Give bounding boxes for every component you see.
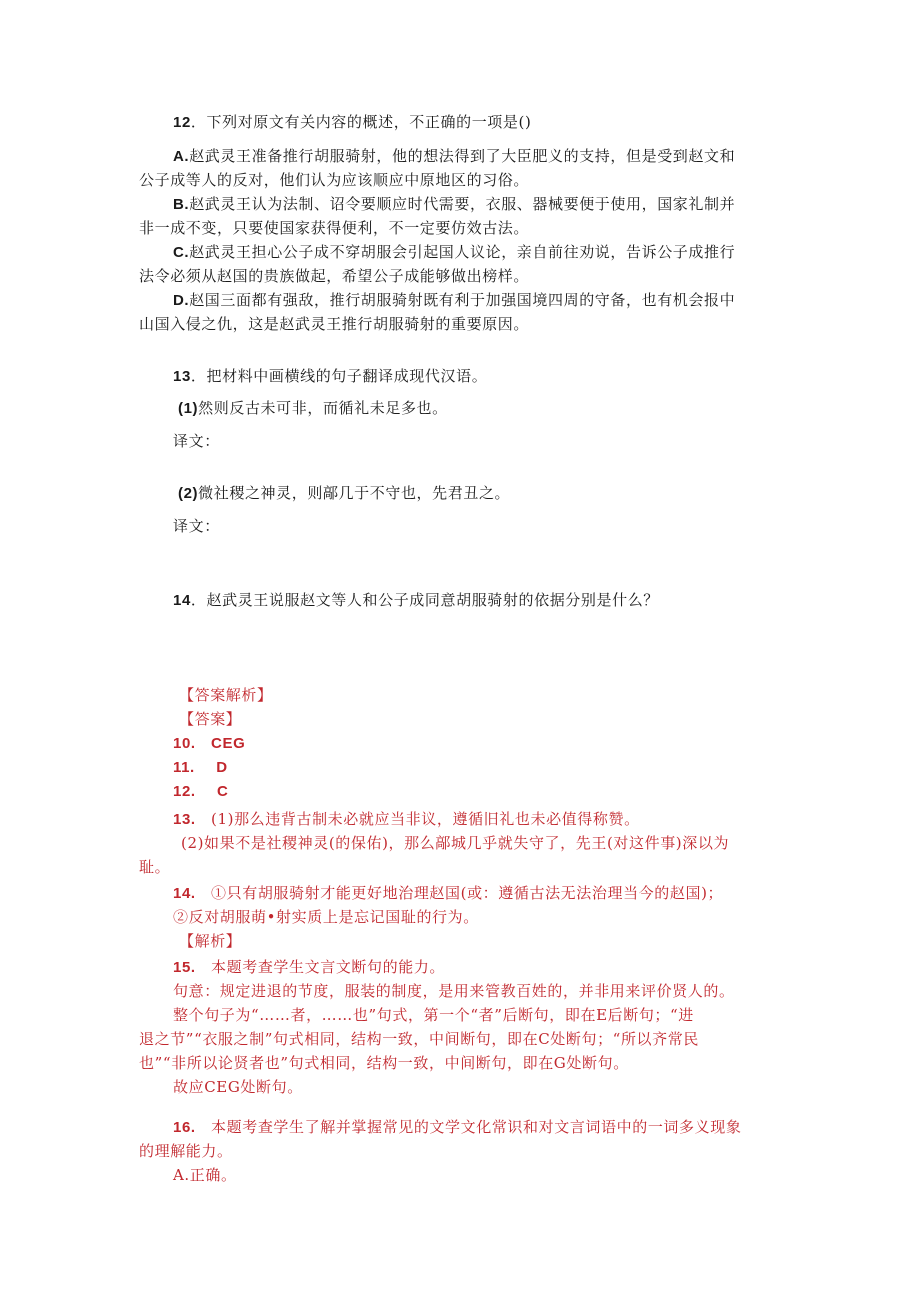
answer-number: 12. xyxy=(173,783,196,800)
q13-sentence-2 xyxy=(178,483,510,504)
question-text: ．赵武灵王说服赵文等人和公子成同意胡服骑射的依据分别是什么？ xyxy=(190,591,659,609)
answer-15-line4: 退之节”“衣服之制”句式相同，结构一致，中间断句，即在C处断句；“所以齐常民 xyxy=(139,1030,699,1048)
sentence-text: 然则反古未可非，而循礼未足多也。 xyxy=(198,399,448,417)
question-14-stem xyxy=(173,590,659,611)
answer-text: (1)那么违背古制未必就应当非议，遵循旧礼也未必值得称赞。 xyxy=(211,810,640,828)
answer-15-line2: 句意：规定进退的节度，服装的制度，是用来管教百姓的，并非用来评价贤人的。 xyxy=(173,982,735,1000)
answer-10 xyxy=(173,733,245,754)
sentence-number: (2) xyxy=(178,485,199,502)
answer-number: 16. xyxy=(173,1119,196,1136)
answer-15-line6: 故应CEG处断句。 xyxy=(173,1078,303,1096)
answer-number: 14. xyxy=(173,885,196,902)
q12-option-d-line2: 山国入侵之仇，这是赵武灵王推行胡服骑射的重要原因。 xyxy=(139,315,530,333)
answer-15-line1 xyxy=(173,957,445,978)
answer-11 xyxy=(173,757,228,778)
answer-number: 13. xyxy=(173,811,196,828)
answer-value: CEG xyxy=(211,735,246,752)
answer-16-line2: 的理解能力。 xyxy=(139,1142,233,1160)
q12-option-a-line1 xyxy=(173,146,735,167)
answer-13-part-2-line1: (2)如果不是社稷神灵(的保佑)，那么鄗城几乎就失守了，先王(对这件事)深以为 xyxy=(181,834,730,852)
option-letter-a: A. xyxy=(173,148,190,165)
analysis-label: 【解析】 xyxy=(179,932,242,950)
answer-13-part-2-line2: 耻。 xyxy=(139,858,171,876)
answer-label: 【答案】 xyxy=(179,710,242,728)
option-text: 赵武灵王担心公子成不穿胡服会引起国人议论，亲自前往劝说，告诉公子成推行 xyxy=(189,243,736,261)
sentence-text: 微社稷之神灵，则鄗几于不守也，先君丑之。 xyxy=(198,484,511,502)
option-text: 赵国三面都有强敌，推行胡服骑射既有利于加强国境四周的守备，也有机会报中 xyxy=(189,291,736,309)
question-text: ．把材料中画横线的句子翻译成现代汉语。 xyxy=(190,367,488,385)
answer-12 xyxy=(173,781,228,802)
answer-14-line1 xyxy=(173,883,723,904)
question-number: 14 xyxy=(173,592,191,609)
option-letter-b: B. xyxy=(173,196,190,213)
answer-text: 本题考查学生了解并掌握常见的文学文化常识和对文言词语中的一词多义现象 xyxy=(211,1118,742,1136)
question-13-stem xyxy=(173,366,487,387)
q13-sentence-1 xyxy=(178,398,448,419)
sentence-number: (1) xyxy=(178,400,199,417)
answer-text: 本题考查学生文言文断句的能力。 xyxy=(211,958,446,976)
answer-14-line2: ②反对胡服萌•射实质上是忘记国耻的行为。 xyxy=(173,908,479,926)
question-number: 13 xyxy=(173,368,191,385)
q13-translation-label-2: 译文： xyxy=(173,517,220,535)
q12-option-d-line1 xyxy=(173,290,735,311)
q12-option-b-line1 xyxy=(173,194,735,215)
q12-option-c-line2: 法令必须从赵国的贵族做起，希望公子成能够做出榜样。 xyxy=(139,267,530,285)
option-letter-c: C. xyxy=(173,244,190,261)
answer-15-line3: 整个句子为“……者，……也”句式，第一个“者”后断句，即在E后断句；“进 xyxy=(173,1006,694,1024)
answer-15-line5: 也”“非所以论贤者也”句式相同，结构一致，中间断句，即在G处断句。 xyxy=(139,1054,629,1072)
answer-number: 15. xyxy=(173,959,196,976)
answer-value: C xyxy=(217,783,229,800)
answer-16-line1 xyxy=(173,1117,741,1138)
answer-number: 11. xyxy=(173,759,195,776)
option-text: 赵武灵王认为法制、诏令要顺应时代需要，衣服、器械要便于使用，国家礼制并 xyxy=(189,195,736,213)
q13-translation-label-1: 译文： xyxy=(173,432,220,450)
question-text: ．下列对原文有关内容的概述，不正确的一项是() xyxy=(190,113,532,131)
answer-13-part-1 xyxy=(173,809,640,830)
question-number: 12 xyxy=(173,114,191,131)
answer-number: 10. xyxy=(173,735,196,752)
q12-option-b-line2: 非一成不变，只要使国家获得便利，不一定要仿效古法。 xyxy=(139,219,530,237)
q12-option-c-line1 xyxy=(173,242,735,263)
answer-value: D xyxy=(216,759,228,776)
question-12-stem xyxy=(173,112,531,133)
q12-option-a-line2: 公子成等人的反对，他们认为应该顺应中原地区的习俗。 xyxy=(139,171,530,189)
answer-text: ①只有胡服骑射才能更好地治理赵国(或：遵循古法无法治理当今的赵国)； xyxy=(211,884,724,902)
answer-16-line3: A.正确。 xyxy=(173,1166,237,1184)
answer-analysis-header: 【答案解析】 xyxy=(179,686,273,704)
option-text: 赵武灵王准备推行胡服骑射，他的想法得到了大臣肥义的支持，但是受到赵文和 xyxy=(189,147,736,165)
option-letter-d: D. xyxy=(173,292,190,309)
